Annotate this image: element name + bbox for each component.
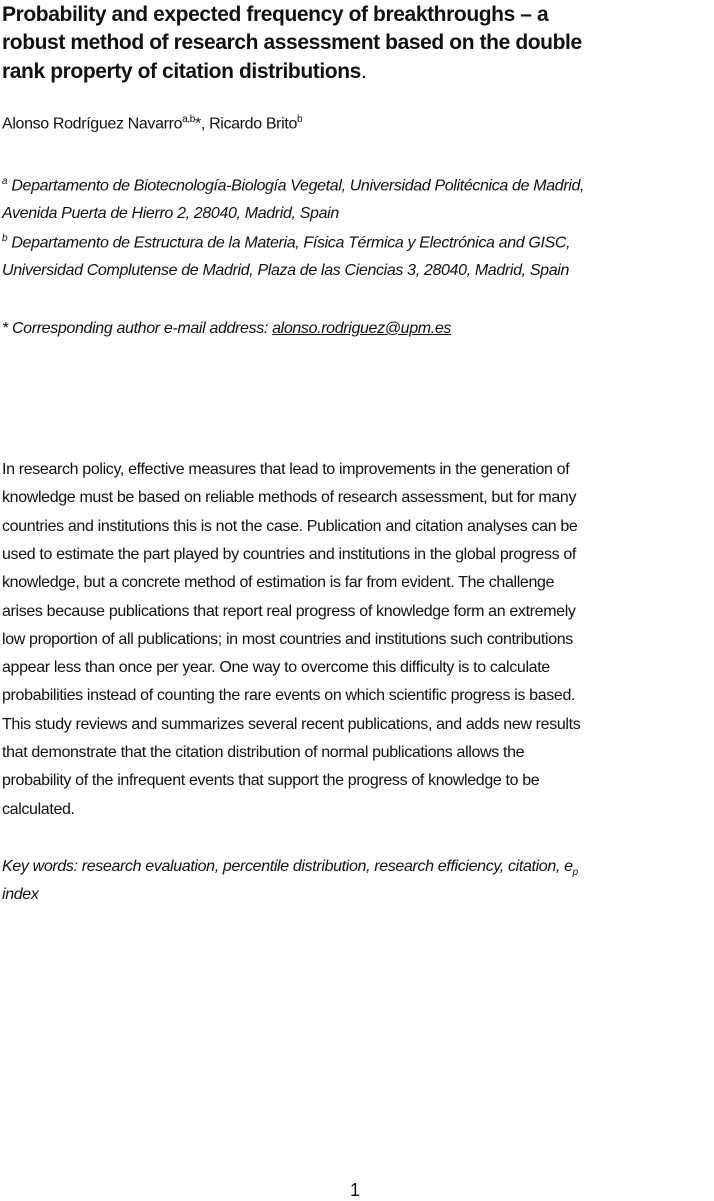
- author-2: Ricardo Brito: [209, 115, 298, 133]
- abstract-line: probability of the infrequent events that support the progress of knowledge to be: [2, 772, 540, 790]
- title-line-1: Probability and expected frequency of breakthroughs – a: [2, 3, 549, 26]
- abstract-line: knowledge must be based on reliable methods of research assessment, but for many: [2, 489, 577, 507]
- abstract-line: arises because publications that report real progress of knowledge form an extremely: [2, 602, 576, 620]
- affiliation-b: [2, 233, 570, 252]
- affil-b-line1: Departamento de Estructura de la Materia, Física Térmica y Electrónica and GISC,: [7, 234, 571, 252]
- author-2-affil: b: [297, 114, 303, 125]
- abstract-line: In research policy, effective measures that lead to improvements in the generation of: [2, 461, 570, 478]
- author-1-mark: *,: [195, 115, 210, 133]
- author-1-affil: a,b: [182, 114, 195, 125]
- abstract-line: low proportion of all publications; in most countries and institutions such contributions: [2, 630, 573, 648]
- keywords-line-1: [2, 858, 578, 878]
- keywords-subscript: p: [572, 867, 578, 879]
- affil-a-sup: a: [2, 176, 8, 187]
- abstract-line: that demonstrate that the citation distribution of normal publications allows the: [2, 744, 525, 761]
- affil-a-line1: Departamento de Biotecnología-Biología Vegetal, Universidad Politécnica de Madrid,: [7, 177, 585, 195]
- email-link[interactable]: alonso.rodriguez@upm.es: [272, 320, 452, 337]
- affil-a-line2: Avenida Puerta de Hierro 2, 28040, Madrid, Spain: [2, 205, 339, 222]
- title-period: .: [360, 60, 367, 83]
- keywords-line-2: index: [2, 886, 39, 903]
- abstract-line: calculated.: [2, 800, 75, 818]
- abstract-line: This study reviews and summarizes several recent publications, and adds new results: [2, 715, 581, 733]
- author-1: Alonso Rodríguez Navarro: [2, 115, 183, 133]
- abstract-line: knowledge, but a concrete method of estimation is far from evident. The challenge: [2, 574, 555, 592]
- title-line-3: [2, 60, 366, 84]
- page-number: 1: [350, 1180, 361, 1200]
- abstract-line: probabilities instead of counting the rare events on which scientific progress is based.: [2, 687, 576, 705]
- keywords-text: Key words: research evaluation, percentile distribution, research efficiency, citation, e: [2, 858, 573, 875]
- abstract-line: appear less than once per year. One way to overcome this difficulty is to calculate: [2, 659, 550, 677]
- title-line-2: robust method of research assessment based on the double: [2, 31, 582, 54]
- title-line-3-text: rank property of citation distributions: [2, 60, 361, 83]
- affiliation-a: [2, 176, 584, 195]
- abstract-line: countries and institutions this is not the case. Publication and citation analyses can be: [2, 517, 578, 535]
- abstract-line: used to estimate the part played by countries and institutions in the global progress of: [2, 545, 577, 563]
- corresponding-author: [2, 320, 451, 338]
- author-list: [2, 114, 302, 133]
- affil-b-line2: Universidad Complutense de Madrid, Plaza de las Ciencias 3, 28040, Madrid, Spain: [2, 262, 569, 279]
- corresponding-label: * Corresponding author e-mail address:: [2, 320, 273, 337]
- affil-b-sup: b: [2, 233, 8, 244]
